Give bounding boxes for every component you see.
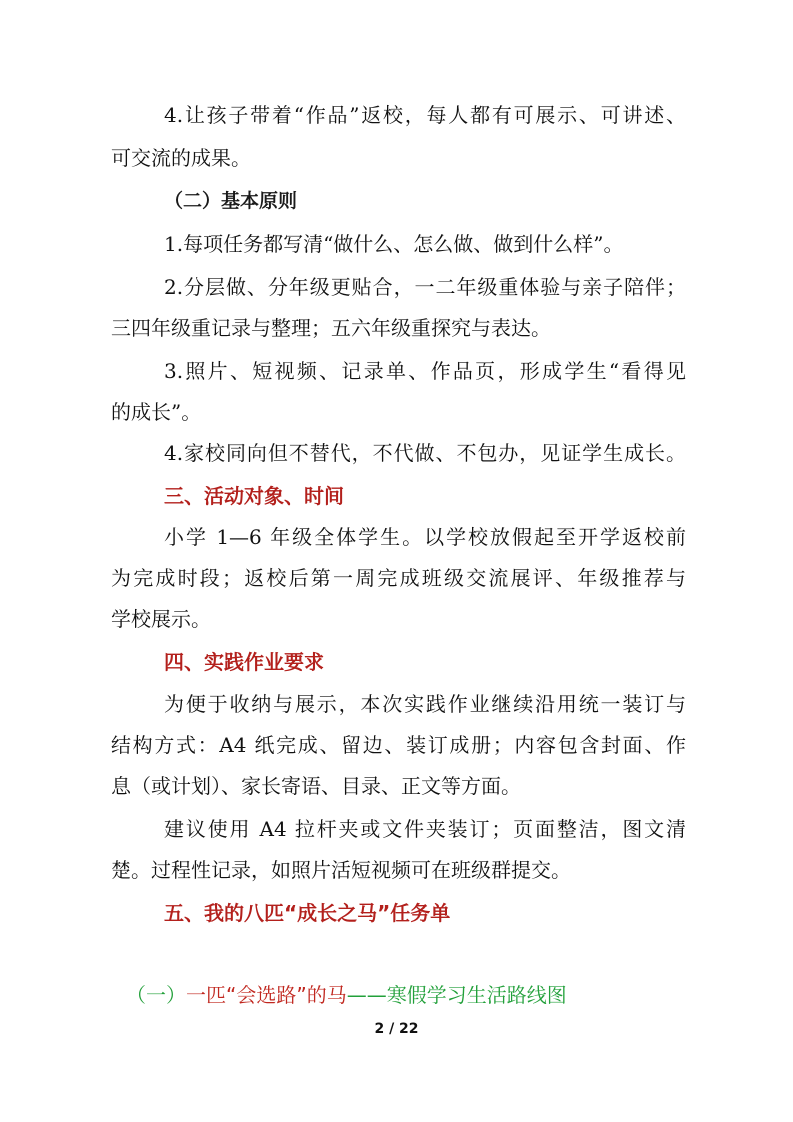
principle-item-3-line-2: 的成长”。 — [111, 400, 202, 424]
task-1-subtitle: ——寒假学习生活路线图 — [346, 983, 567, 1007]
section-4-para-2-line-1: 建议使用 A4 拉杆夹或文件夹装订；页面整洁，图文清 — [164, 817, 686, 841]
task-1-name: 一匹“会选路”的马 — [186, 983, 347, 1007]
principle-item-2-line-1: 2.分层做、分年级更贴合，一二年级重体验与亲子陪伴； — [164, 275, 686, 299]
section-4-para-1-line-1: 为便于收纳与展示，本次实践作业继续沿用统一装订与 — [164, 692, 686, 716]
principle-item-3-line-1: 3.照片、短视频、记录单、作品页，形成学生“看得见 — [164, 359, 686, 383]
principle-item-2-line-2: 三四年级重记录与整理；五六年级重探究与表达。 — [111, 316, 551, 340]
task-1-heading — [126, 980, 567, 1010]
section-4-heading: 四、实践作业要求 — [164, 650, 324, 674]
section-3-para-line-2: 为完成时段；返校后第一周完成班级交流展评、年级推荐与 — [111, 566, 686, 590]
section-4-para-2-line-2: 楚。过程性记录，如照片活短视频可在班级群提交。 — [111, 858, 571, 882]
principle-item-1: 1.每项任务都写清“做什么、怎么做、做到什么样”。 — [164, 232, 624, 256]
section-4-para-1-line-3: 息（或计划）、家长寄语、目录、正文等方面。 — [111, 774, 521, 798]
goal-item-4-line-1: 4.让孩子带着“作品”返校，每人都有可展示、可讲述、 — [164, 103, 686, 127]
goal-item-4-line-2: 可交流的成果。 — [111, 146, 251, 170]
section-3-heading: 三、活动对象、时间 — [164, 484, 344, 508]
principles-heading: （二）基本原则 — [164, 190, 298, 212]
task-1-number: （一） — [126, 983, 186, 1007]
section-3-para-line-3: 学校展示。 — [111, 607, 211, 631]
section-5-heading: 五、我的八匹“成长之马”任务单 — [164, 901, 451, 925]
section-4-para-1-line-2: 结构方式：A4 纸完成、留边、装订成册；内容包含封面、作 — [111, 733, 686, 757]
section-3-para-line-1: 小学 1—6 年级全体学生。以学校放假起至开学返校前 — [164, 525, 686, 549]
page-number: 2 / 22 — [374, 1021, 419, 1037]
principle-item-4: 4.家校同向但不替代，不代做、不包办，见证学生成长。 — [164, 441, 686, 465]
